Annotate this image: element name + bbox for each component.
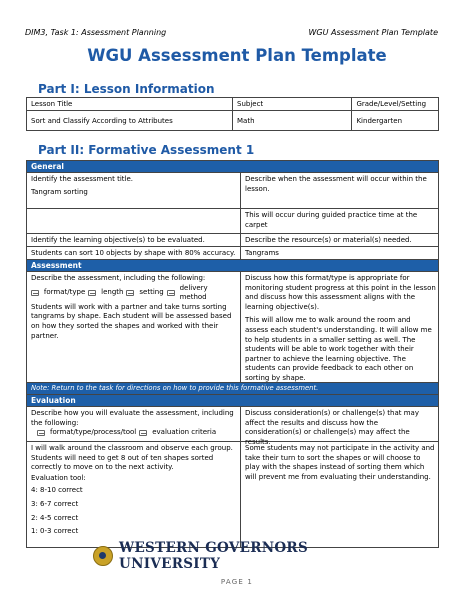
q-describe-assessment: Describe the assessment, including the following: xyxy=(31,274,206,282)
col-grade: Grade/Level/Setting xyxy=(352,98,439,111)
criteria-evaluation: evaluation criteria xyxy=(152,428,217,437)
bullet-icon xyxy=(31,290,39,296)
evaluation-row-2 xyxy=(27,442,438,547)
q-evaluate: Describe how you will evaluate the assessment, including the following: xyxy=(31,409,234,427)
evaluation-tool-label: Evaluation tool: xyxy=(31,473,86,482)
criteria-format: format/type xyxy=(43,288,86,297)
criteria-length: length xyxy=(101,288,124,297)
general-row-2 xyxy=(27,209,438,234)
a-monitor: This will allow me to walk around the room and assess each student's understanding. It will allow me to help students in a smaller setting as well. The students will be able to work together with their partner to achieve the learning objective. The students can provide feedback to each other on sorting by shape. xyxy=(245,316,432,382)
q-monitor: Discuss how this format/type is appropriate for monitoring student progress at this point in the lesson and discuss how this assessment aligns with the learning objective(s). xyxy=(245,274,436,311)
q-resources: Describe the resource(s) or material(s) needed. xyxy=(245,236,412,244)
criteria-process: format/type/process/tool xyxy=(50,428,137,437)
col-subject: Subject xyxy=(233,98,352,111)
part1-heading: Part I: Lesson Information xyxy=(38,82,215,96)
q-objective: Identify the learning objective(s) to be evaluated. xyxy=(31,236,205,244)
q-assessment-title: Identify the assessment title. xyxy=(31,175,133,183)
formative-assessment-table xyxy=(26,160,439,548)
bullet-icon xyxy=(139,430,147,436)
tool-level-1: 1: 0-3 correct xyxy=(31,527,79,536)
header-right: WGU Assessment Plan Template xyxy=(308,28,438,37)
q-when: Describe when the assessment will occur within the lesson. xyxy=(245,175,427,193)
document-title: WGU Assessment Plan Template xyxy=(87,46,387,65)
wgu-logo xyxy=(93,540,363,572)
general-row-3 xyxy=(27,234,438,247)
bullet-icon xyxy=(88,290,96,296)
evaluation-criteria-list xyxy=(31,428,236,438)
a-resources: Tangrams xyxy=(245,249,279,257)
directions-note: Note: Return to the task for directions on how to provide this formative assessment. xyxy=(27,383,438,395)
wgu-logo-text: WESTERN GOVERNORS UNIVERSITY xyxy=(119,540,308,572)
a-objective: Students can sort 10 objects by shape with 80% accuracy. xyxy=(31,249,236,257)
a-challenges: Some students may not participate in the activity and take their turn to sort the shapes or will choose to play with the shapes instead of sorting them which will prevent me from evaluating their understanding. xyxy=(245,444,435,481)
header-left: DIM3, Task 1: Assessment Planning xyxy=(25,28,167,37)
bullet-icon xyxy=(167,290,175,296)
a-assessment-title: Tangram sorting xyxy=(31,187,88,196)
tool-level-2: 2: 4-5 correct xyxy=(31,513,79,522)
evaluation-band: Evaluation xyxy=(27,395,438,407)
lesson-title-value: Sort and Classify According to Attributes xyxy=(27,111,233,131)
page-number: PAGE 1 xyxy=(220,578,254,586)
tool-level-4: 4: 8-10 correct xyxy=(31,486,83,495)
a-when: This will occur during guided practice time at the carpet xyxy=(245,211,418,229)
a-describe-assessment: Students will work with a partner and take turns sorting tangrams by shape. Each student will be assessed based on how they sorted the shapes and worked with their partner. xyxy=(31,302,232,340)
part2-heading: Part II: Formative Assessment 1 xyxy=(38,143,255,157)
tool-level-3: 3: 6-7 correct xyxy=(31,499,79,508)
assessment-row xyxy=(27,272,438,383)
assessment-band: Assessment xyxy=(27,260,438,272)
general-band: General xyxy=(27,161,438,173)
a-evaluate: I will walk around the classroom and observe each group. Students will need to get 8 out of ten shapes sorted correctly to move on to the next activity. xyxy=(31,444,233,472)
grade-value: Kindergarten xyxy=(352,111,439,131)
assessment-criteria-list xyxy=(31,284,236,303)
general-row-1 xyxy=(27,173,438,209)
criteria-delivery: delivery method xyxy=(179,283,208,302)
col-lesson-title: Lesson Title xyxy=(27,98,233,111)
general-row-4 xyxy=(27,247,438,260)
lesson-info-table xyxy=(26,97,439,131)
running-header xyxy=(25,28,438,40)
q-challenges: Discuss consideration(s) or challenge(s) that may affect the results and discuss how the consideration(s) or challenge(s) may affect the results. xyxy=(245,409,419,446)
subject-value: Math xyxy=(233,111,352,131)
bullet-icon xyxy=(126,290,134,296)
bullet-icon xyxy=(37,430,45,436)
criteria-setting: setting xyxy=(139,288,164,297)
university-seal-icon xyxy=(93,546,113,566)
evaluation-row-1 xyxy=(27,407,438,446)
